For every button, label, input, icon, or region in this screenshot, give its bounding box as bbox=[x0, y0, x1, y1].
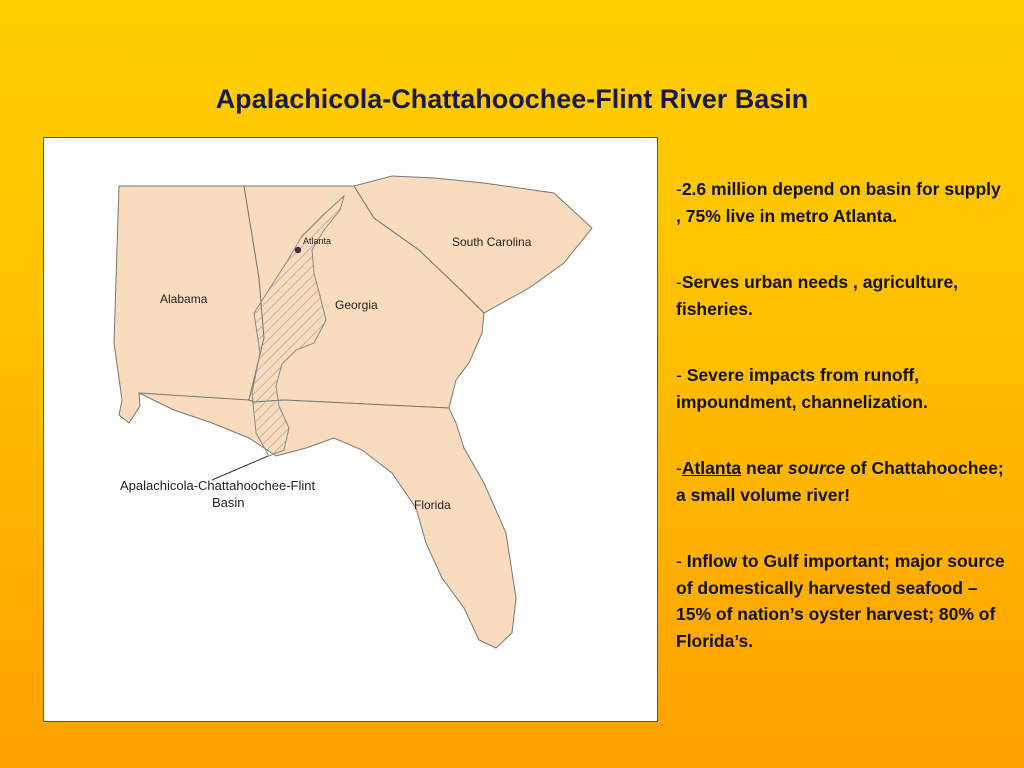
atlanta-underlined: Atlanta bbox=[681, 458, 742, 478]
florida-state bbox=[139, 393, 516, 648]
bullet-dash: - bbox=[676, 179, 682, 199]
bullet-population bbox=[676, 176, 1006, 229]
bullet-dash: - bbox=[676, 458, 682, 478]
bullet-dash: - bbox=[676, 551, 687, 571]
basin-leader-line bbox=[212, 456, 268, 480]
basin-label-line1: Apalachicola-Chattahoochee-Flint bbox=[120, 478, 316, 493]
bullet-dash: - bbox=[676, 272, 682, 292]
slide-title: Apalachicola-Chattahoochee-Flint River Basin bbox=[215, 84, 809, 114]
alabama-label: Alabama bbox=[160, 292, 208, 306]
georgia-label: Georgia bbox=[335, 298, 378, 312]
atlanta-label: Atlanta bbox=[303, 236, 332, 246]
source-italic: source bbox=[787, 458, 846, 478]
south-carolina-label: South Carolina bbox=[452, 235, 532, 249]
map-svg bbox=[44, 138, 657, 721]
bullet-gulf-inflow bbox=[676, 548, 1006, 654]
bullet-text: Severe impacts from runoff, impoundment, channelization. bbox=[676, 365, 928, 412]
bullet-uses bbox=[676, 269, 1006, 322]
bullet-text: Inflow to Gulf important; major source of domestically harvested seafood – 15% of nation’s oyster harvest; 80% of Florida’s. bbox=[676, 551, 1005, 651]
acf-basin-map bbox=[43, 137, 658, 722]
atlanta-marker bbox=[295, 247, 301, 253]
florida-label: Florida bbox=[414, 498, 451, 512]
bullet-atlanta-source bbox=[676, 455, 1006, 508]
bullet-dash: - bbox=[676, 365, 687, 385]
bullet-impacts bbox=[676, 362, 1006, 415]
bullet-text-rest: of Chattahoochee; a small volume river! bbox=[676, 458, 1004, 505]
bullet-list bbox=[676, 176, 1006, 694]
bullet-text-near: near bbox=[741, 458, 788, 478]
basin-label-line2: Basin bbox=[212, 495, 245, 510]
bullet-text: Serves urban needs , agriculture, fisheries. bbox=[676, 272, 959, 319]
bullet-text: 2.6 million depend on basin for supply , 75% live in metro Atlanta. bbox=[676, 179, 1001, 226]
